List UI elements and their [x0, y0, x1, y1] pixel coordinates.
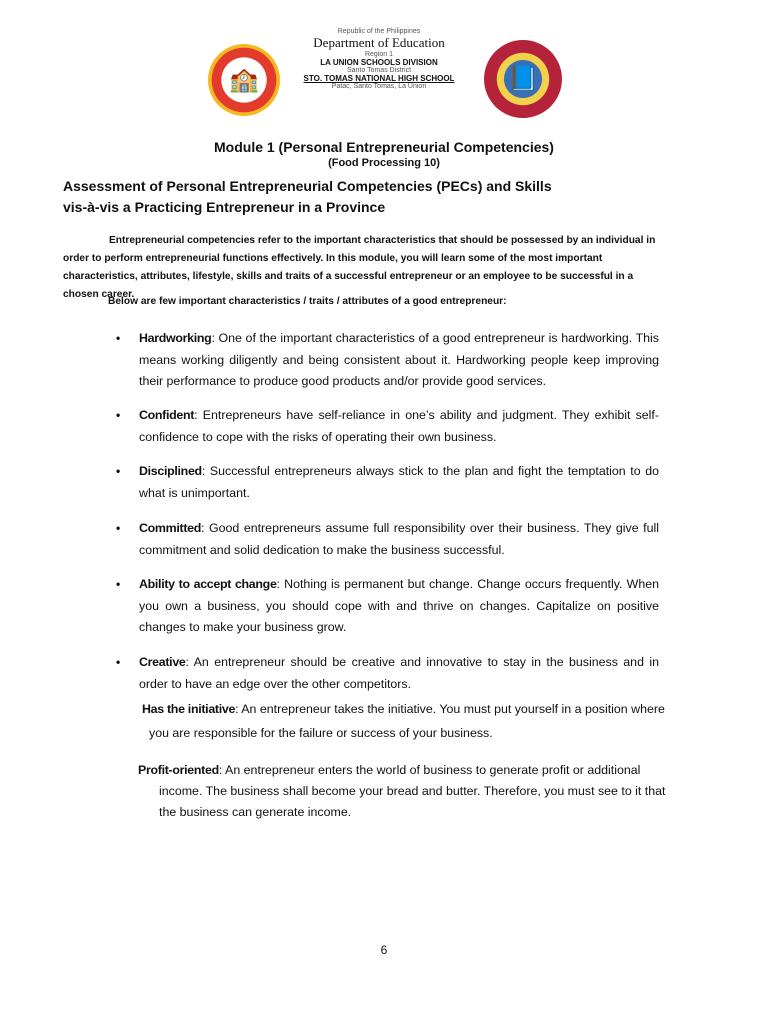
- trait-description: : Entrepreneurs have self-reliance in one’s ability and judgment. They exhibit self-confidence to cope with the risks of operating their own business.: [139, 408, 659, 444]
- region-text: Region 1: [364, 51, 394, 58]
- trait-description-continued: the business can generate income.: [159, 805, 352, 819]
- trait-term: Hardworking: [139, 331, 212, 345]
- trait-term: Creative: [139, 655, 186, 669]
- trait-item-profit-oriented: [138, 760, 698, 782]
- school-seal-logo: 📘: [484, 40, 562, 118]
- bullet-icon: •: [116, 464, 121, 478]
- trait-description: : An entrepreneur should be creative and innovative to stay in the business and in order to have an edge over the other competitors.: [139, 655, 659, 691]
- district-text: Santo Tomas District: [346, 67, 412, 74]
- trait-term: Committed: [139, 521, 202, 535]
- trait-description: : Nothing is permanent but change. Change occurs frequently. When you own a business, you should cope with and thrive on changes. Capitalize on positive changes to make your business grow.: [139, 577, 659, 634]
- intro-paragraph: [63, 232, 659, 304]
- bullet-icon: •: [116, 331, 121, 345]
- trait-item-has-the-initiative: [142, 699, 702, 721]
- trait-description: : An entrepreneur takes the initiative. You must put yourself in a position where: [235, 702, 665, 716]
- intro-text: Entrepreneurial competencies refer to the important characteristics that should be possessed by an individual in order to perform entrepreneurial functions effectively. In this module, you will learn some of the most important characteristics, attributes, lifestyle, skills and traits of a successful entrepreneur or an employee to be successful in a chosen career.: [63, 235, 656, 300]
- trait-term: Has the initiative: [142, 702, 236, 716]
- school-name: STO. TOMAS NATIONAL HIGH SCHOOL: [303, 74, 455, 83]
- letterhead: [286, 28, 472, 90]
- module-subtitle: (Food Processing 10): [328, 157, 440, 169]
- bullet-icon: •: [116, 577, 121, 591]
- assessment-title: [63, 176, 653, 218]
- department-text: Department of Education: [313, 35, 445, 50]
- bullet-icon: •: [116, 521, 121, 535]
- trait-term: Confident: [139, 408, 195, 422]
- bullet-icon: •: [116, 408, 121, 422]
- bullet-icon: •: [116, 655, 121, 669]
- assessment-title-line-1: Assessment of Personal Entrepreneurial Competencies (PECs) and Skills: [63, 178, 552, 194]
- republic-text: Republic of the Philippines: [337, 28, 421, 35]
- trait-description: : Good entrepreneurs assume full responsibility over their business. They give full commitment and solid dedication to make the business successful.: [139, 521, 659, 557]
- trait-term: Disciplined: [139, 464, 202, 478]
- trait-term: Profit-oriented: [138, 763, 219, 777]
- trait-description: : An entrepreneur enters the world of business to generate profit or additional: [218, 763, 641, 777]
- deped-seal-logo: 🏫: [208, 44, 280, 116]
- division-text: LA UNION SCHOOLS DIVISION: [320, 58, 438, 67]
- trait-description-continued: you are responsible for the failure or success of your business.: [149, 726, 493, 740]
- traits-intro-text: Below are few important characteristics / traits / attributes of a good entrepreneur:: [108, 296, 507, 307]
- trait-description: : Successful entrepreneurs always stick to the plan and fight the temptation to do what is unimportant.: [139, 464, 659, 500]
- page-number: 6: [380, 943, 388, 957]
- trait-description-continued: income. The business shall become your bread and butter. Therefore, you must see to it that: [159, 784, 666, 798]
- school-address: Patac, Santo Tomas, La Union: [331, 83, 427, 90]
- trait-description: : One of the important characteristics of a good entrepreneur is hardworking. This means working diligently and being consistent about it. Hardworking people keep improving their performance to produce good products and/or provide good services.: [139, 331, 659, 388]
- assessment-title-line-2: vis-à-vis a Practicing Entrepreneur in a Province: [63, 199, 386, 215]
- module-title: Module 1 (Personal Entrepreneurial Competencies): [214, 139, 554, 155]
- trait-term: Ability to accept change: [139, 577, 277, 591]
